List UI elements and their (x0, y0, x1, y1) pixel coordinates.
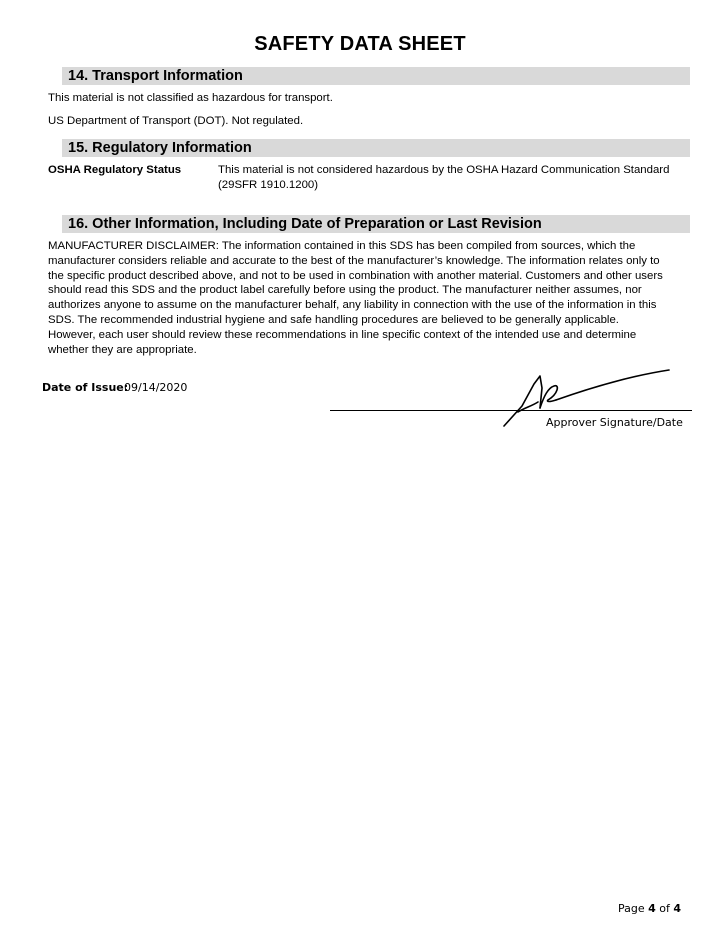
disclaimer-line: MANUFACTURER DISCLAIMER: The information contained in this SDS has been compiled from sources, which the (48, 240, 636, 252)
disclaimer-line: authorizes anyone to assume on the manufacturer behalf, any liability in connection with the use of the information in this (48, 299, 657, 312)
page-of: of (655, 902, 674, 915)
disclaimer-line: whether they are appropriate. (48, 343, 197, 356)
signature-line (330, 410, 692, 411)
section-14-heading: 14. Transport Information (68, 68, 243, 84)
disclaimer-line: However, each user should review these recommendations in line specific context of the intended use and determine (48, 328, 637, 341)
date-of-issue-label: Date of Issue: (42, 381, 129, 394)
page-current: 4 (648, 902, 656, 915)
section-15-heading: 15. Regulatory Information (68, 140, 252, 156)
approver-signature-label: Approver Signature/Date (546, 416, 683, 429)
document-title: SAFETY DATA SHEET (254, 33, 466, 55)
page-total: 4 (673, 902, 682, 915)
date-of-issue-value: 09/14/2020 (124, 381, 188, 394)
page-number (618, 902, 681, 915)
transport-dot-text: US Department of Transport (DOT). Not regulated. (48, 115, 304, 127)
disclaimer-line: the specific product described above, and not to be used in combination with another material. Customers and other users (48, 269, 663, 282)
disclaimer-line: should read this SDS and the product label carefully before using the product. The manufacturer neither assumes, nor (48, 284, 642, 297)
osha-status-label: OSHA Regulatory Status (48, 164, 182, 176)
disclaimer-line: manufacturer considers reliable and accurate to the best of the manufacturer’s knowledge. The information relates only to (48, 254, 660, 267)
disclaimer-line: SDS. The recommended industrial hygiene and safe handling procedures are believed to be generally applicable. (48, 313, 619, 326)
section-16-heading: 16. Other Information, Including Date of Preparation or Last Revision (68, 216, 542, 232)
transport-classification-text: This material is not classified as hazardous for transport. (48, 92, 333, 104)
osha-status-line-2: (29SFR 1910.1200) (218, 179, 319, 191)
osha-status-line-1: This material is not considered hazardous by the OSHA Hazard Communication Standard (218, 164, 670, 176)
page-prefix: Page (618, 902, 649, 915)
manufacturer-disclaimer (48, 239, 688, 357)
